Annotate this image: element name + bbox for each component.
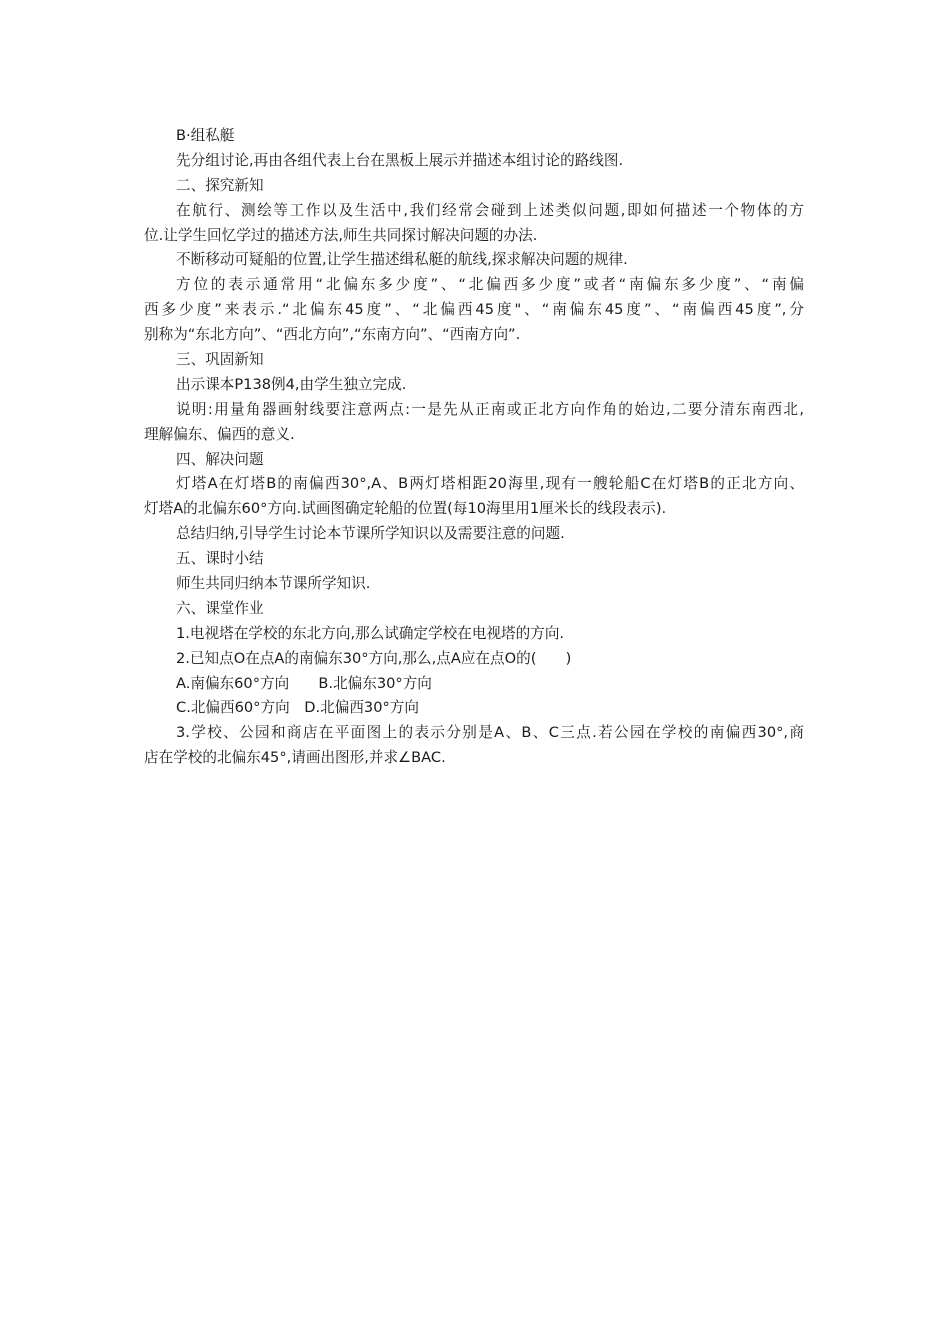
text-line: 灯塔A的北偏东60°方向.试画图确定轮船的位置(每10海里用1厘米长的线段表示).: [144, 500, 667, 518]
text-line: 总结归纳,引导学生讨论本节课所学知识以及需要注意的问题.: [176, 525, 565, 543]
text-line: 在航行、测绘等工作以及生活中,我们经常会碰到上述类似问题,即如何描述一个物体的方: [176, 201, 804, 219]
section-heading: 六、课堂作业: [176, 599, 264, 617]
text-line: 店在学校的北偏东45°,请画出图形,并求∠BAC.: [144, 749, 446, 767]
text-line: 位.让学生回忆学过的描述方法,师生共同探讨解决问题的办法.: [144, 226, 538, 244]
text-line: 说明:用量角器画射线要注意两点:一是先从正南或正北方向作角的始边,二要分清东南西北,: [176, 400, 804, 418]
text-line: 灯塔A在灯塔B的南偏西30°,A、B两灯塔相距20海里,现有一艘轮船C在灯塔B的正北方向、: [176, 475, 804, 493]
document-body: [144, 124, 804, 771]
section-heading: 三、巩固新知: [176, 351, 264, 369]
text-line: 出示课本P138例4,由学生独立完成.: [176, 375, 407, 393]
exercise-option: C.北偏西60°方向 D.北偏西30°方向: [176, 699, 419, 717]
exercise-option: A.南偏东60°方向 B.北偏东30°方向: [176, 674, 432, 692]
text-line: 理解偏东、偏西的意义.: [144, 425, 295, 443]
text-line: 别称为“东北方向”、“西北方向”,“东南方向”、“西南方向”.: [144, 326, 521, 344]
text-line: 先分组讨论,再由各组代表上台在黑板上展示并描述本组讨论的路线图.: [176, 151, 624, 169]
exercise-item: 3.学校、公园和商店在平面图上的表示分别是A、B、C三点.若公园在学校的南偏西30°,商: [176, 724, 804, 742]
text-line: 方位的表示通常用“北偏东多少度”、“北偏西多少度”或者“南偏东多少度”、“南偏: [176, 276, 804, 294]
section-heading: 二、探究新知: [176, 176, 264, 194]
text-line: 西多少度”来表示.“北偏东45度”、“北偏西45度"、“南偏东45度”、“南偏西45度”,分: [144, 301, 804, 319]
exercise-item: 2.已知点O在点A的南偏东30°方向,那么,点A应在点O的( ): [176, 649, 572, 667]
exercise-item: 1.电视塔在学校的东北方向,那么试确定学校在电视塔的方向.: [176, 624, 565, 642]
text-line: 不断移动可疑船的位置,让学生描述缉私艇的航线,探求解决问题的规律.: [176, 251, 628, 269]
text-line: 师生共同归纳本节课所学知识.: [176, 575, 371, 593]
section-heading: 五、课时小结: [176, 550, 264, 568]
text-line: B·组私艇: [176, 127, 235, 144]
section-heading: 四、解决问题: [176, 450, 264, 468]
